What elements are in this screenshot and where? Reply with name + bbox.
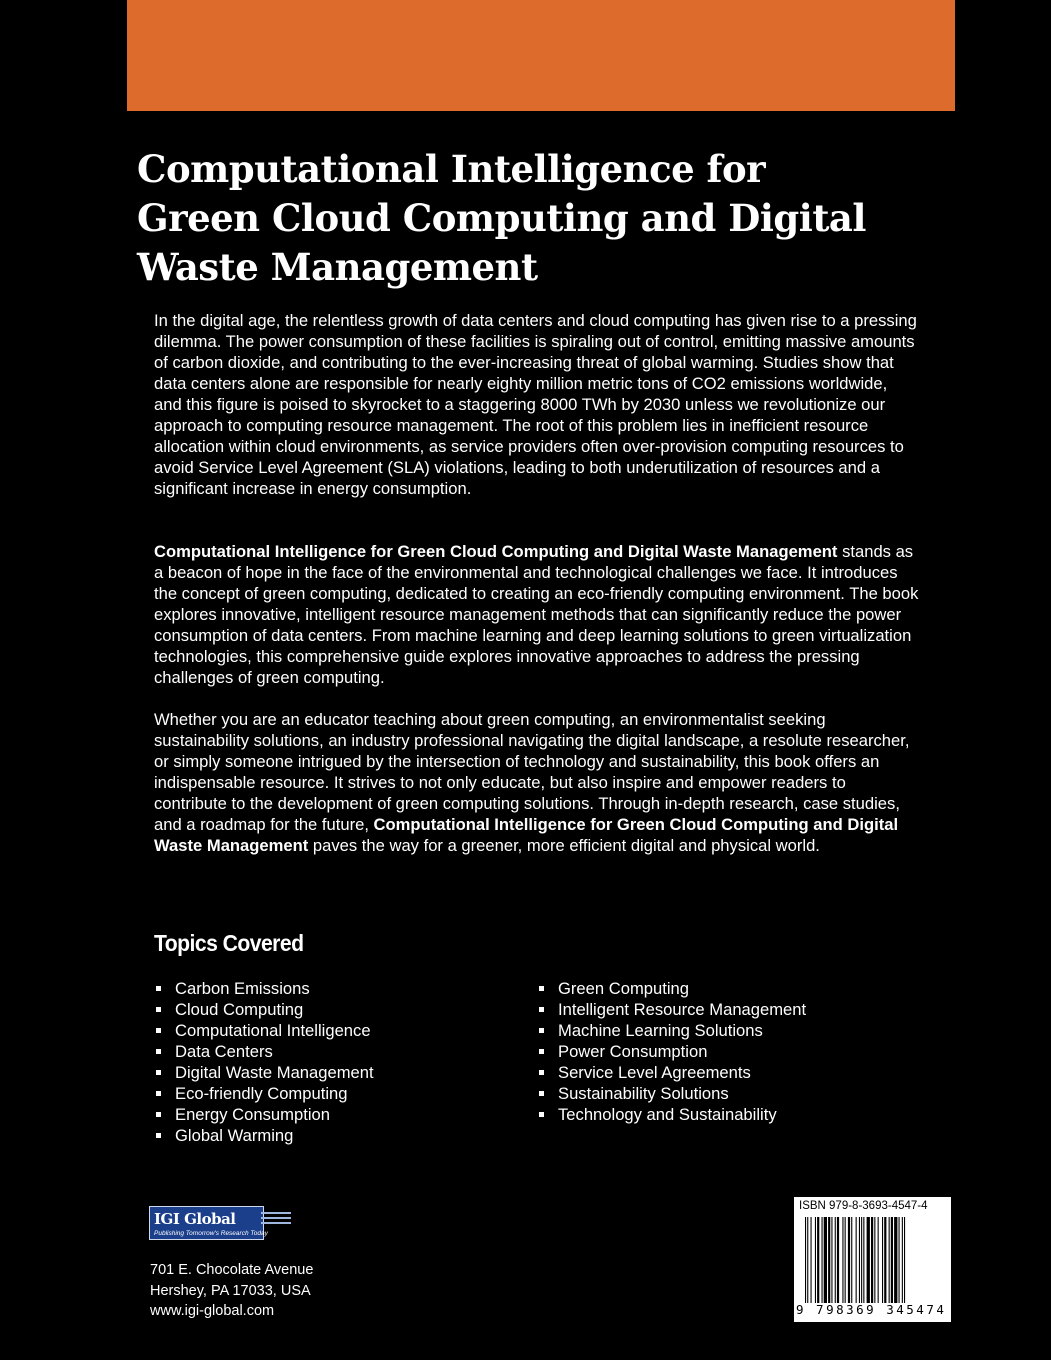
barcode-bar (884, 1217, 886, 1303)
paragraph-3-end: paves the way for a greener, more efficient digital and physical world. (308, 836, 820, 855)
barcode-bar (859, 1217, 860, 1303)
barcode-bar (874, 1217, 875, 1303)
topic-item: Digital Waste Management (154, 1062, 374, 1083)
topic-item: Cloud Computing (154, 999, 374, 1020)
barcode-bar (894, 1217, 897, 1303)
barcode-bar (878, 1217, 879, 1303)
paragraph-3-start: Whether you are an educator teaching about green computing, an environmentalist seeking sustainability solutions, an industry professional navigating the digital landscape, a resolute researcher, or simply someone intrigued by the intersection of technology and sustainability, this book offers an indispensable resource. It strives to not only educate, but also inspire and empower readers to contribute to the development of green computing solutions. Through in-depth research, case studies, and a roadmap for the future, (154, 710, 910, 834)
barcode-bar (871, 1217, 873, 1303)
topic-item: Carbon Emissions (154, 978, 374, 999)
barcode-bar (889, 1217, 890, 1303)
barcode-bar (842, 1217, 843, 1303)
topic-item: Energy Consumption (154, 1104, 374, 1125)
barcode-bar (899, 1217, 900, 1303)
topic-item: Global Warming (154, 1125, 374, 1146)
barcode-bar (845, 1217, 846, 1303)
publisher-logo (149, 1204, 294, 1242)
barcode-bar (815, 1217, 816, 1303)
barcode-bar (837, 1217, 839, 1303)
topic-item: Service Level Agreements (537, 1062, 806, 1083)
barcode-bar (902, 1217, 903, 1303)
topic-item: Data Centers (154, 1041, 374, 1062)
topic-item: Sustainability Solutions (537, 1083, 806, 1104)
logo-badge (149, 1206, 268, 1240)
barcode-bar (851, 1217, 852, 1303)
isbn-barcode (794, 1197, 951, 1322)
book-title-inline: Computational Intelligence for Green Cloud Computing and Digital Waste Management (154, 815, 899, 855)
barcode-bar (835, 1217, 836, 1303)
barcode-bar (848, 1217, 850, 1303)
barcode-bar (863, 1217, 864, 1303)
topics-heading: Topics Covered (154, 930, 304, 956)
isbn-label: ISBN 979-8-3693-4547-4 (799, 1200, 928, 1212)
barcode-bar (828, 1217, 830, 1303)
barcode-bar (856, 1217, 857, 1303)
topic-item: Intelligent Resource Management (537, 999, 806, 1020)
topic-item: Machine Learning Solutions (537, 1020, 806, 1041)
topic-item: Green Computing (537, 978, 806, 999)
barcode-bar (831, 1217, 832, 1303)
paragraph-2-text: stands as a beacon of hope in the face of the environmental and technological challenges we face. It introduces the concept of green computing, dedicated to creating an eco-friendly computing environment. The book explores innovative, intelligent resource management methods that can significantly reduce the power consumption of data centers. From machine learning and deep learning solutions to green virtualization technologies, this comprehensive guide explores innovative approaches to address the pressing challenges of green computing. (154, 542, 919, 687)
logo-tagline: Publishing Tomorrow's Research Today (154, 1230, 268, 1237)
description-paragraph-2 (154, 541, 919, 688)
description-paragraph-1: In the digital age, the relentless growth of data centers and cloud computing has given rise to a pressing dilemma. The power consumption of these facilities is spiraling out of control, emitting massive amounts of carbon dioxide, and contributing to the ever-increasing threat of global warming. Studies show that data centers alone are responsible for nearly eighty million metric tons of CO2 emissions worldwide, and this figure is poised to skyrocket to a staggering 8000 TWh by 2030 unless we revolutionize our approach to computing resource management. The root of this problem lies in inefficient resource allocation within cloud environments, as service providers often over-provision computing resources to avoid Service Level Agreement (SLA) violations, leading to both underutilization of resources and a significant increase in energy consumption. (154, 311, 917, 498)
barcode-bars-icon (805, 1217, 946, 1303)
barcode-bar (824, 1217, 827, 1303)
topic-item: Technology and Sustainability (537, 1104, 806, 1125)
topic-item: Computational Intelligence (154, 1020, 374, 1041)
barcode-bar (811, 1217, 812, 1303)
barcode-bar (805, 1217, 806, 1303)
logo-name: IGI Global (154, 1210, 236, 1228)
top-color-band (127, 0, 955, 111)
logo-stripes-icon (261, 1212, 291, 1227)
topic-item: Eco-friendly Computing (154, 1083, 374, 1104)
publisher-website: www.igi-global.com (150, 1303, 275, 1319)
barcode-bar (891, 1217, 893, 1303)
barcode-bar (904, 1217, 905, 1303)
barcode-bar (807, 1217, 808, 1303)
barcode-bar (867, 1217, 870, 1303)
barcode-bar (822, 1217, 823, 1303)
topics-list-left (154, 978, 374, 1146)
publisher-address (150, 1260, 313, 1322)
barcode-digits: 9 798369 345474 (796, 1302, 947, 1317)
barcode-bar (861, 1217, 862, 1303)
address-line-1: 701 E. Chocolate Avenue (150, 1262, 314, 1278)
book-title-inline: Computational Intelligence for Green Cloud Computing and Digital Waste Management (154, 542, 838, 561)
address-line-2: Hershey, PA 17033, USA (150, 1282, 311, 1299)
description-paragraph-3 (154, 709, 919, 856)
barcode-bar (817, 1217, 819, 1303)
book-title: Computational Intelligence for Green Cloud Computing and Digital Waste Management (137, 147, 866, 289)
barcode-bar (882, 1217, 883, 1303)
topics-list-right (537, 978, 806, 1125)
topic-item: Power Consumption (537, 1041, 806, 1062)
